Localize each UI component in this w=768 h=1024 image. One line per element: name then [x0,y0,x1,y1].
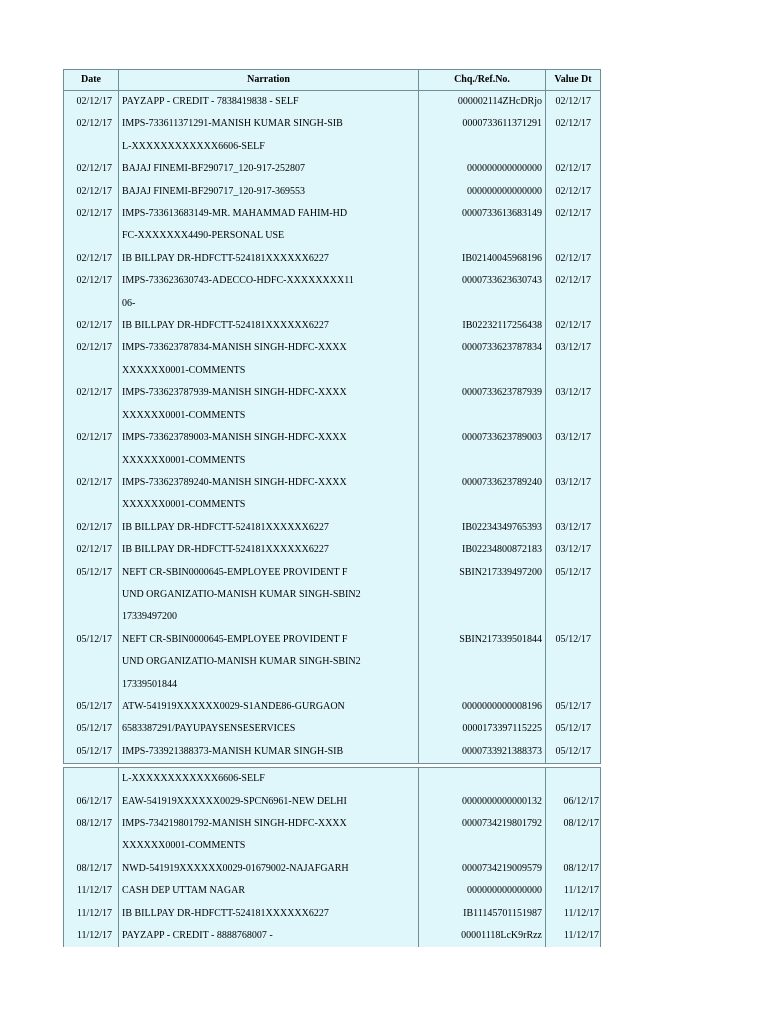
date-cell [64,835,119,857]
date-cell [64,293,119,315]
date-cell: 02/12/17 [64,158,119,180]
ref-header: Chq./Ref.No. [419,70,546,91]
table-row [64,606,601,628]
date-cell: 02/12/17 [64,472,119,494]
value-date-cell [546,360,601,382]
table-row [64,248,601,270]
narration-cell: IB BILLPAY DR-HDFCTT-524181XXXXXX6227 [119,315,419,337]
date-cell: 08/12/17 [64,858,119,880]
table-row [64,136,601,158]
value-date-cell [546,225,601,247]
ref-cell [419,360,546,382]
value-date-cell: 02/12/17 [546,113,601,135]
ref-cell [419,494,546,516]
ref-cell: 0000733623789003 [419,427,546,449]
ref-cell: 0000733611371291 [419,113,546,135]
value-date-cell: 03/12/17 [546,382,601,404]
value-date-cell: 02/12/17 [546,270,601,292]
ref-cell: 0000734219009579 [419,858,546,880]
narration-cell: IMPS-733611371291-MANISH KUMAR SINGH-SIB [119,113,419,135]
ref-cell: 0000734219801792 [419,813,546,835]
narration-cell: CASH DEP UTTAM NAGAR [119,880,419,902]
narration-cell: IMPS-733613683149-MR. MAHAMMAD FAHIM-HD [119,203,419,225]
statement-table-top [63,69,601,764]
date-cell: 05/12/17 [64,696,119,718]
narration-cell: XXXXXX0001-COMMENTS [119,450,419,472]
date-cell: 02/12/17 [64,270,119,292]
date-cell: 02/12/17 [64,203,119,225]
date-cell: 11/12/17 [64,903,119,925]
value-date-cell: 03/12/17 [546,427,601,449]
ref-cell [419,584,546,606]
value-date-cell: 02/12/17 [546,248,601,270]
ref-cell: 0000733623787834 [419,337,546,359]
value-date-cell: 11/12/17 [546,903,601,925]
header-row [64,70,601,91]
date-cell: 05/12/17 [64,629,119,651]
ref-cell: 0000733623789240 [419,472,546,494]
table-row [64,741,601,764]
date-cell: 02/12/17 [64,382,119,404]
narration-cell: IB BILLPAY DR-HDFCTT-524181XXXXXX6227 [119,517,419,539]
narration-cell: BAJAJ FINEMI-BF290717_120-917-252807 [119,158,419,180]
value-date-cell: 08/12/17 [546,858,601,880]
date-cell: 02/12/17 [64,315,119,337]
table-row [64,584,601,606]
table-row [64,337,601,359]
narration-cell: UND ORGANIZATIO-MANISH KUMAR SINGH-SBIN2 [119,651,419,673]
narration-cell: IMPS-733623787939-MANISH SINGH-HDFC-XXXX [119,382,419,404]
date-cell [64,405,119,427]
date-cell [64,768,119,791]
ref-cell [419,405,546,427]
ref-cell [419,136,546,158]
value-date-cell: 02/12/17 [546,158,601,180]
value-date-cell: 05/12/17 [546,562,601,584]
date-cell [64,136,119,158]
table-row [64,696,601,718]
narration-cell: FC-XXXXXXX4490-PERSONAL USE [119,225,419,247]
date-cell: 02/12/17 [64,337,119,359]
value-date-cell [546,450,601,472]
date-header: Date [64,70,119,91]
table-row [64,813,601,835]
narration-cell: L-XXXXXXXXXXXX6606-SELF [119,136,419,158]
table-row [64,562,601,584]
table-row [64,835,601,857]
value-date-cell: 03/12/17 [546,517,601,539]
table-row [64,225,601,247]
ref-cell: 0000000000000132 [419,791,546,813]
value-date-header: Value Dt [546,70,601,91]
table-row [64,925,601,947]
ref-cell [419,835,546,857]
narration-header: Narration [119,70,419,91]
value-date-cell: 05/12/17 [546,629,601,651]
statement-table-continued [63,767,601,947]
date-cell: 02/12/17 [64,91,119,114]
table-row [64,768,601,791]
narration-cell: IB BILLPAY DR-HDFCTT-524181XXXXXX6227 [119,539,419,561]
ref-cell: IB02234349765393 [419,517,546,539]
value-date-cell: 11/12/17 [546,880,601,902]
narration-cell: IMPS-733623630743-ADECCO-HDFC-XXXXXXXX11 [119,270,419,292]
table-row [64,382,601,404]
date-cell [64,360,119,382]
table-row [64,674,601,696]
value-date-cell: 03/12/17 [546,539,601,561]
table-row [64,903,601,925]
ref-cell [419,225,546,247]
value-date-cell: 02/12/17 [546,91,601,114]
narration-cell: NWD-541919XXXXXX0029-01679002-NAJAFGARH [119,858,419,880]
ref-cell: 000000000000000 [419,880,546,902]
date-cell [64,651,119,673]
value-date-cell: 11/12/17 [546,925,601,947]
table-row [64,858,601,880]
value-date-cell: 02/12/17 [546,181,601,203]
value-date-cell: 05/12/17 [546,741,601,764]
ref-cell [419,293,546,315]
ref-cell [419,768,546,791]
date-cell [64,606,119,628]
table-row [64,450,601,472]
ref-cell [419,606,546,628]
date-cell: 11/12/17 [64,880,119,902]
date-cell [64,494,119,516]
ref-cell: 0000733921388373 [419,741,546,764]
date-cell: 02/12/17 [64,113,119,135]
narration-cell: EAW-541919XXXXXX0029-SPCN6961-NEW DELHI [119,791,419,813]
narration-cell: XXXXXX0001-COMMENTS [119,405,419,427]
ref-cell: IB11145701151987 [419,903,546,925]
ref-cell: 000000000000000 [419,158,546,180]
ref-cell [419,674,546,696]
narration-cell: IMPS-733921388373-MANISH KUMAR SINGH-SIB [119,741,419,764]
narration-cell: IMPS-733623787834-MANISH SINGH-HDFC-XXXX [119,337,419,359]
value-date-cell [546,606,601,628]
value-date-cell: 05/12/17 [546,696,601,718]
value-date-cell: 08/12/17 [546,813,601,835]
date-cell: 02/12/17 [64,539,119,561]
ref-cell: 0000733613683149 [419,203,546,225]
narration-cell: IB BILLPAY DR-HDFCTT-524181XXXXXX6227 [119,248,419,270]
date-cell: 02/12/17 [64,248,119,270]
ref-cell: 0000173397115225 [419,718,546,740]
ref-cell: 0000000000008196 [419,696,546,718]
narration-cell: IB BILLPAY DR-HDFCTT-524181XXXXXX6227 [119,903,419,925]
table-row [64,791,601,813]
ref-cell [419,450,546,472]
table-row [64,405,601,427]
table-row [64,270,601,292]
table-row [64,880,601,902]
narration-cell: UND ORGANIZATIO-MANISH KUMAR SINGH-SBIN2 [119,584,419,606]
value-date-cell [546,674,601,696]
value-date-cell: 05/12/17 [546,718,601,740]
narration-cell: 17339497200 [119,606,419,628]
table-row [64,113,601,135]
narration-cell: L-XXXXXXXXXXXX6606-SELF [119,768,419,791]
narration-cell: IMPS-734219801792-MANISH SINGH-HDFC-XXXX [119,813,419,835]
table-row [64,293,601,315]
date-cell: 02/12/17 [64,427,119,449]
ref-cell: SBIN217339497200 [419,562,546,584]
narration-cell: PAYZAPP - CREDIT - 7838419838 - SELF [119,91,419,114]
date-cell: 06/12/17 [64,791,119,813]
table-row [64,472,601,494]
narration-cell: BAJAJ FINEMI-BF290717_120-917-369553 [119,181,419,203]
date-cell: 05/12/17 [64,562,119,584]
date-cell: 08/12/17 [64,813,119,835]
value-date-cell: 03/12/17 [546,337,601,359]
value-date-cell: 02/12/17 [546,315,601,337]
date-cell [64,584,119,606]
table-row [64,360,601,382]
ref-cell: IB02234800872183 [419,539,546,561]
ref-cell: 000002114ZHcDRjo [419,91,546,114]
narration-cell: 06- [119,293,419,315]
narration-cell: XXXXXX0001-COMMENTS [119,494,419,516]
table-row [64,158,601,180]
value-date-cell [546,293,601,315]
narration-cell: NEFT CR-SBIN0000645-EMPLOYEE PROVIDENT F [119,629,419,651]
value-date-cell [546,835,601,857]
narration-cell: XXXXXX0001-COMMENTS [119,360,419,382]
ref-cell: IB02232117256438 [419,315,546,337]
table-row [64,494,601,516]
value-date-cell [546,494,601,516]
table-row [64,651,601,673]
date-cell: 02/12/17 [64,517,119,539]
date-cell: 05/12/17 [64,741,119,764]
date-cell: 05/12/17 [64,718,119,740]
value-date-cell: 03/12/17 [546,472,601,494]
table-row [64,539,601,561]
bank-statement [63,69,600,947]
narration-cell: PAYZAPP - CREDIT - 8888768007 - [119,925,419,947]
date-cell: 11/12/17 [64,925,119,947]
ref-cell: IB02140045968196 [419,248,546,270]
table-row [64,203,601,225]
table-row [64,517,601,539]
value-date-cell: 06/12/17 [546,791,601,813]
table-row [64,629,601,651]
ref-cell: SBIN217339501844 [419,629,546,651]
ref-cell: 000000000000000 [419,181,546,203]
ref-cell: 0000733623787939 [419,382,546,404]
value-date-cell [546,136,601,158]
table-row [64,181,601,203]
narration-cell: NEFT CR-SBIN0000645-EMPLOYEE PROVIDENT F [119,562,419,584]
table-row [64,718,601,740]
ref-cell: 00001118LcK9rRzz [419,925,546,947]
date-cell [64,674,119,696]
ref-cell [419,651,546,673]
table-row [64,315,601,337]
value-date-cell [546,405,601,427]
value-date-cell [546,651,601,673]
narration-cell: IMPS-733623789003-MANISH SINGH-HDFC-XXXX [119,427,419,449]
narration-cell: XXXXXX0001-COMMENTS [119,835,419,857]
value-date-cell: 02/12/17 [546,203,601,225]
narration-cell: IMPS-733623789240-MANISH SINGH-HDFC-XXXX [119,472,419,494]
table-row [64,427,601,449]
value-date-cell [546,768,601,791]
ref-cell: 0000733623630743 [419,270,546,292]
narration-cell: ATW-541919XXXXXX0029-S1ANDE86-GURGAON [119,696,419,718]
table-row [64,91,601,114]
date-cell [64,450,119,472]
date-cell [64,225,119,247]
narration-cell: 6583387291/PAYUPAYSENSESERVICES [119,718,419,740]
narration-cell: 17339501844 [119,674,419,696]
date-cell: 02/12/17 [64,181,119,203]
value-date-cell [546,584,601,606]
